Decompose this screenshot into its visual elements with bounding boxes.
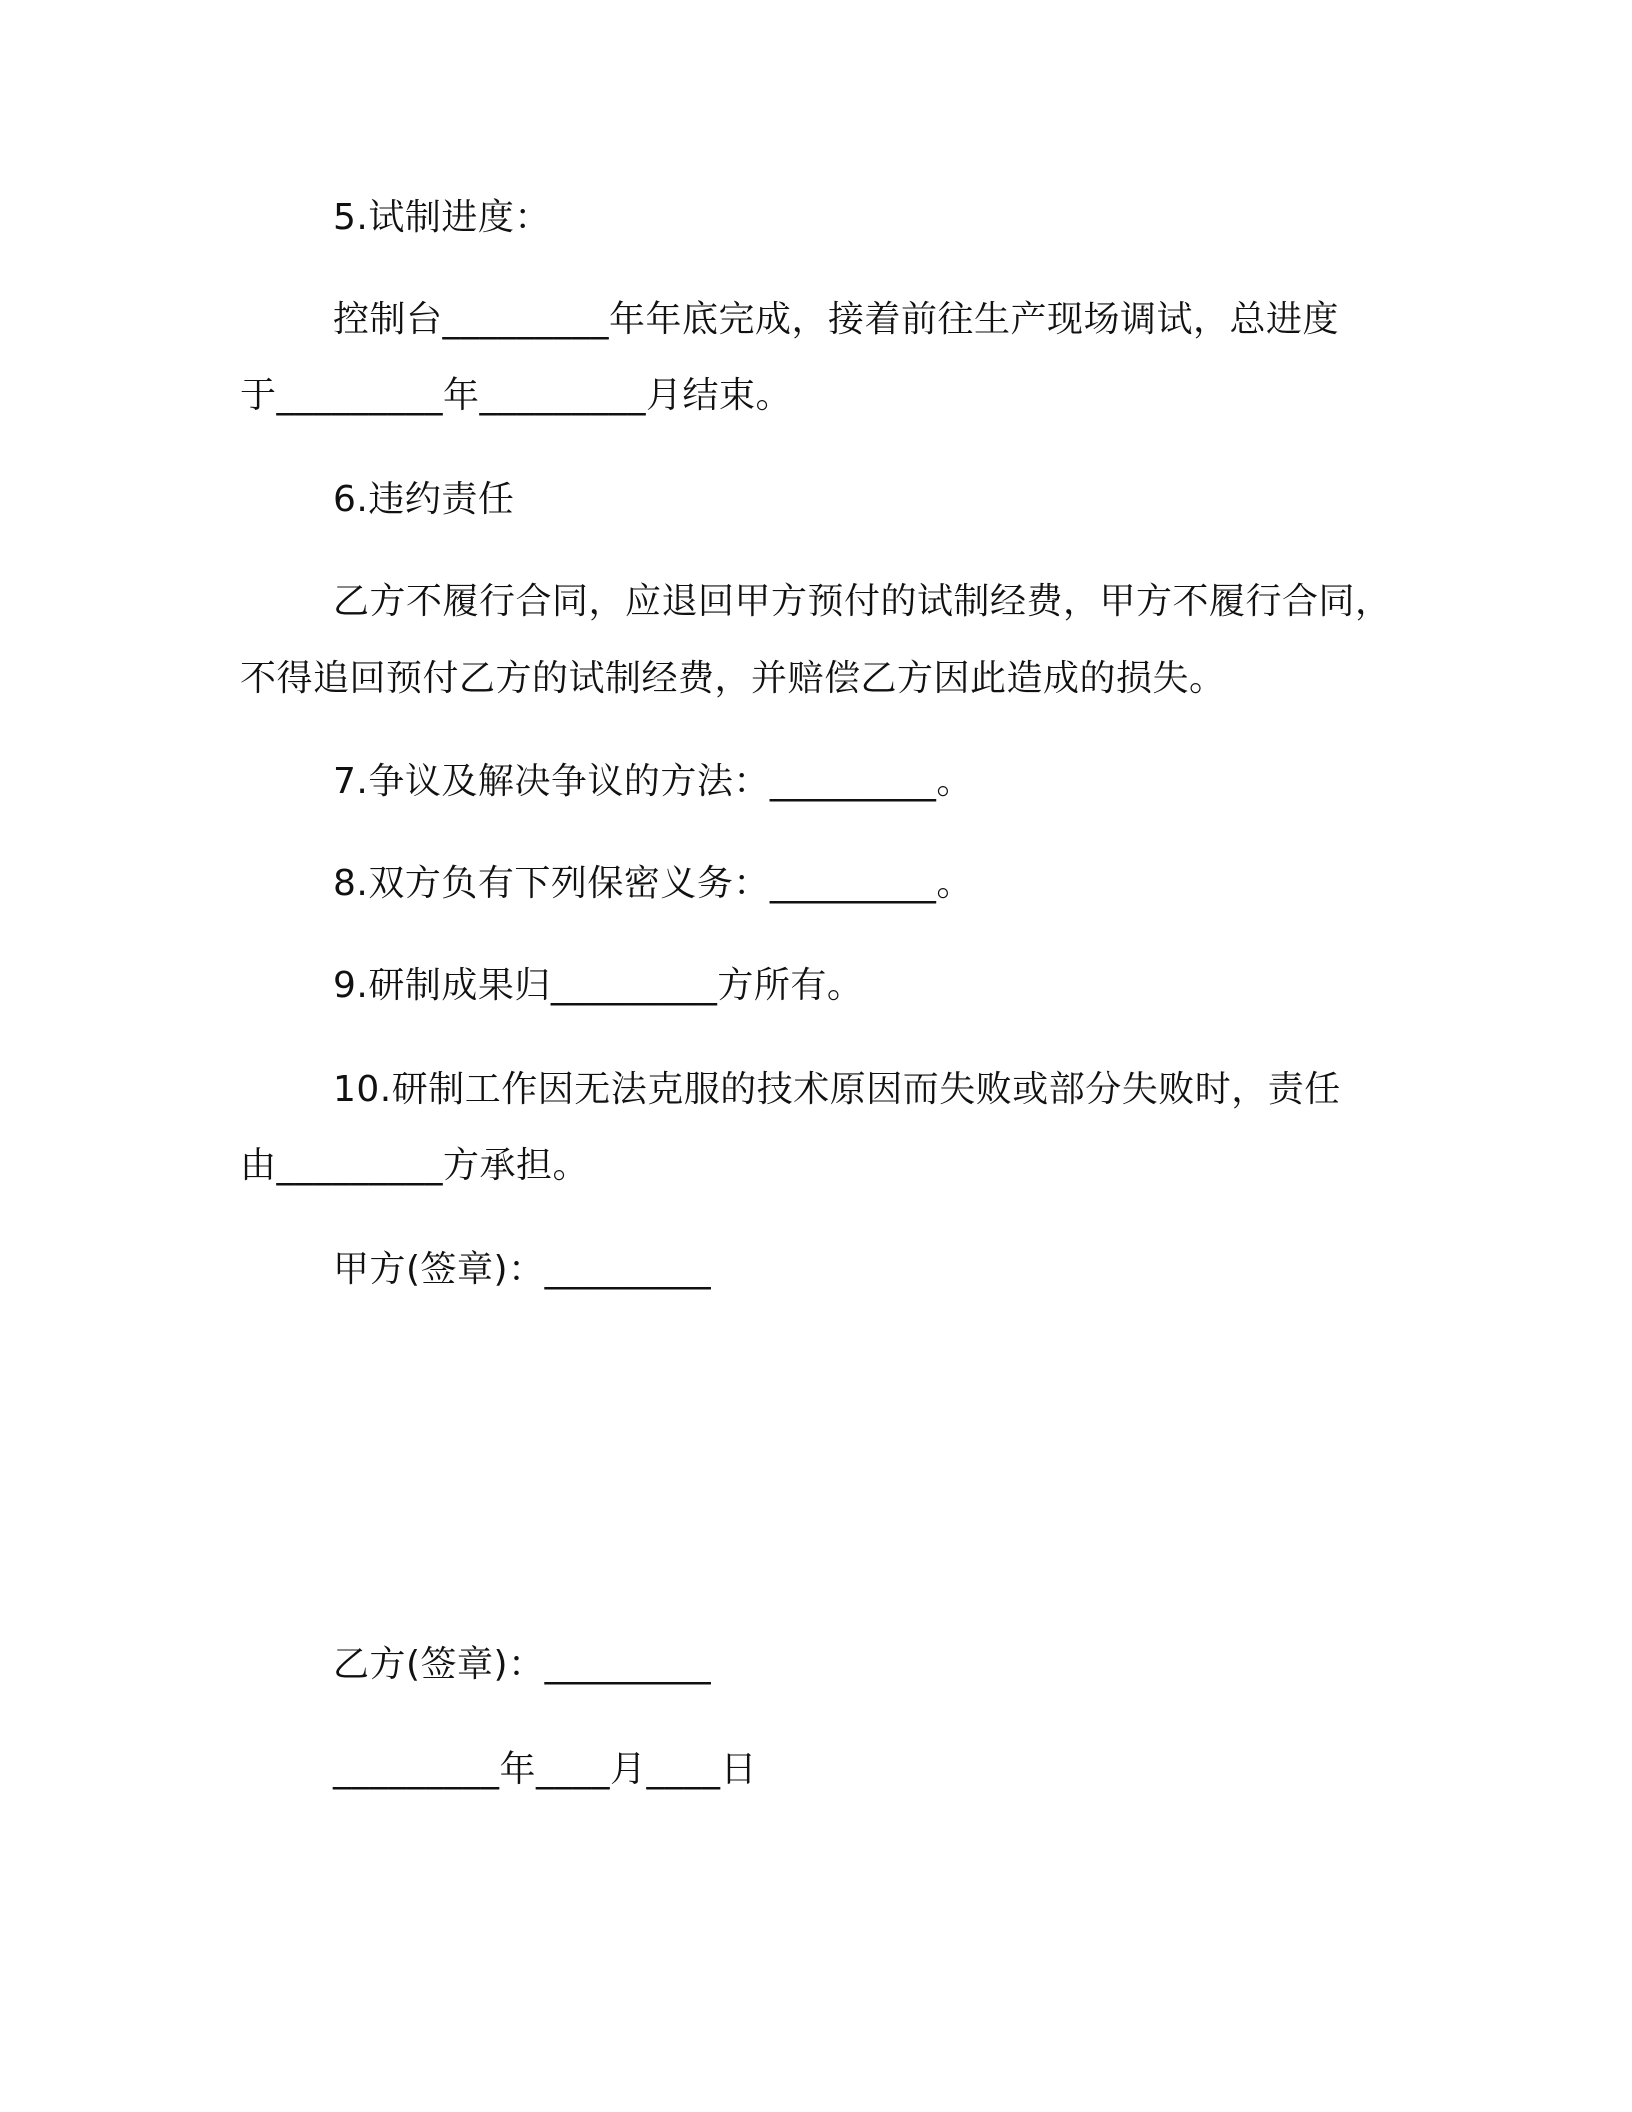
section-6-text-line-2: 不得追回预付乙方的试制经费，并赔偿乙方因此造成的损失。 [240, 658, 1226, 699]
party-b-signature: 乙方(签章)：_________ [333, 1644, 712, 1685]
section-10-text-line-1: 10.研制工作因无法克服的技术原因而失败或部分失败时，责任 [333, 1069, 1341, 1110]
section-8-text: 8.双方负有下列保密义务：_________。 [333, 863, 973, 904]
signature-date: _________年____月____日 [333, 1749, 757, 1790]
section-5-text-line-1: 控制台_________年年底完成，接着前往生产现场调试，总进度 [333, 299, 1340, 340]
party-a-signature: 甲方(签章)：_________ [333, 1249, 712, 1290]
section-5-text-line-2: 于_________年_________月结束。 [240, 375, 793, 416]
section-6-text-line-1: 乙方不履行合同，应退回甲方预付的试制经费，甲方不履行合同， [333, 581, 1392, 622]
section-9-text: 9.研制成果归_________方所有。 [333, 965, 864, 1006]
section-6-heading: 6.违约责任 [333, 479, 515, 520]
section-5-heading: 5.试制进度： [333, 197, 551, 238]
section-7-text: 7.争议及解决争议的方法：_________。 [333, 761, 973, 802]
section-10-text-line-2: 由_________方承担。 [240, 1145, 590, 1186]
